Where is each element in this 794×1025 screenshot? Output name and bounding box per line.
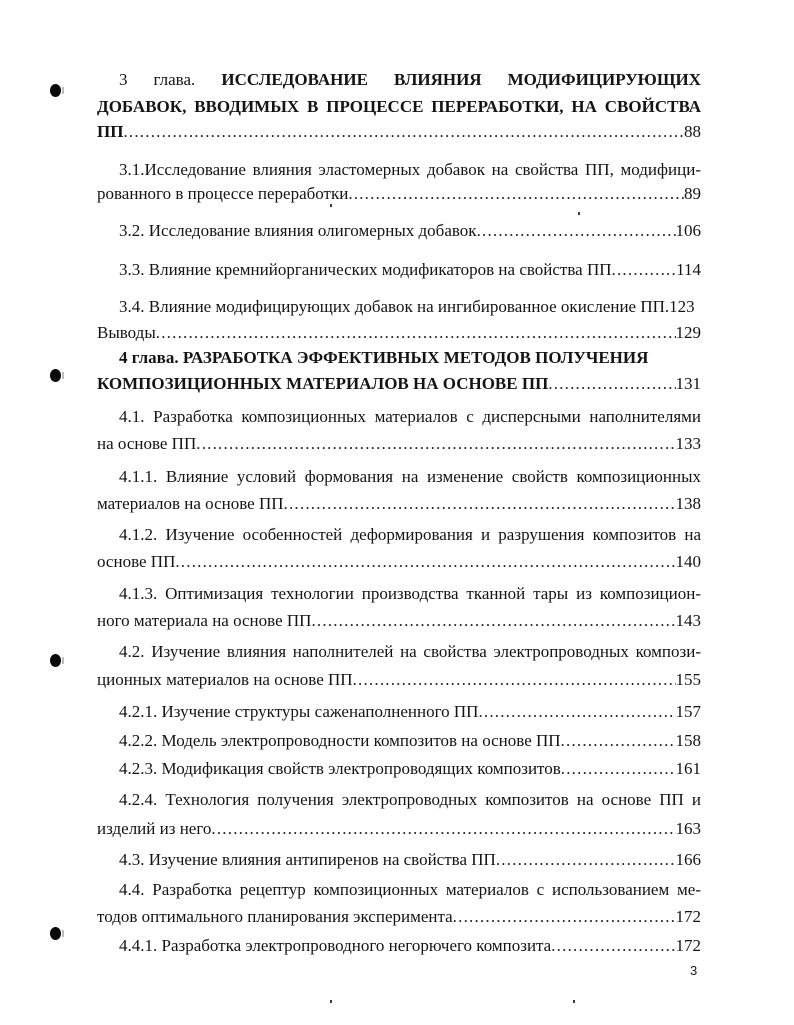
page-ref: 114 — [676, 260, 701, 279]
dot-leader — [548, 373, 675, 395]
entry-text: 4.1.1. Влияние условий формования на изменение свойств композиционных — [119, 467, 701, 486]
chapter-label: 4 глава. — [119, 348, 179, 367]
dot-leader — [311, 610, 675, 632]
entry-text: тодов оптимального планирования эксперимента — [97, 907, 453, 926]
page-ref: 172 — [675, 907, 701, 926]
toc-entry-4-1-3-line-1 — [97, 583, 701, 605]
entry-text: на основе ПП — [97, 434, 197, 453]
toc-entry-4-2-line-1 — [97, 641, 701, 663]
dot-leader — [348, 183, 684, 205]
dot-leader — [496, 849, 676, 871]
scan-speck — [578, 212, 580, 215]
entry-text: ционных материалов на основе ПП — [97, 670, 353, 689]
toc-entry-4-1-3[interactable] — [97, 610, 701, 632]
entry-text: ПП — [97, 122, 124, 141]
page-ref: 158 — [675, 731, 701, 750]
entry-text: 4.2.4. Технология получения электропроводных композитов на основе ПП и — [119, 790, 701, 809]
entry-text: 4.1.3. Оптимизация технологии производства тканной тары из композицион- — [119, 584, 701, 603]
entry-text: основе ПП — [97, 552, 176, 571]
toc-entry-3-1-line-1 — [97, 159, 701, 181]
toc-entry-3-2[interactable] — [97, 220, 701, 242]
toc-entry-4-4-1[interactable] — [97, 935, 701, 957]
page-number: 3 — [690, 963, 698, 978]
page-ref: 157 — [675, 702, 701, 721]
page-ref: 131 — [675, 374, 701, 393]
toc-chapter-3-title-line-2 — [97, 96, 701, 118]
entry-text: 4.1.2. Изучение особенностей деформирования и разрушения композитов на — [119, 525, 701, 544]
page-ref: 123 — [669, 297, 695, 316]
entry-text: 4.2. Изучение влияния наполнителей на свойства электропроводных компози- — [119, 642, 701, 661]
toc-entry-4-2[interactable] — [97, 669, 701, 691]
toc-entry-4-1-1-line-1 — [97, 466, 701, 488]
binding-hole-mark — [50, 927, 61, 940]
chapter-title: РАЗРАБОТКА ЭФФЕКТИВНЫХ МЕТОДОВ ПОЛУЧЕНИЯ — [182, 348, 649, 367]
page-ref: 89 — [684, 184, 701, 203]
entry-text: 3.1.Исследование влияния эластомерных добавок на свойства ПП, модифици- — [119, 160, 701, 179]
dot-leader — [561, 730, 676, 752]
dot-leader — [478, 701, 675, 723]
scan-speck — [330, 1000, 332, 1003]
page-ref: 143 — [675, 611, 701, 630]
dot-leader — [175, 551, 675, 573]
entry-text: 4.3. Изучение влияния антипиренов на свойства ПП — [119, 850, 496, 869]
page-ref: 172 — [675, 936, 701, 955]
dot-leader — [561, 758, 676, 780]
page-ref: 88 — [684, 122, 701, 141]
dot-leader — [211, 818, 675, 840]
entry-text: Выводы — [97, 323, 156, 342]
binding-hole-mark — [50, 654, 61, 667]
dot-leader — [551, 935, 675, 957]
entry-text: ного материала на основе ПП — [97, 611, 312, 630]
toc-entry-4-2-4[interactable] — [97, 818, 701, 840]
scan-speck — [573, 1000, 575, 1003]
chapter-title: ИССЛЕДОВАНИЕ ВЛИЯНИЯ МОДИФИЦИРУЮЩИХ — [221, 70, 701, 89]
page-ref: 138 — [675, 494, 701, 513]
chapter-title-cont: ДОБАВОК, ВВОДИМЫХ В ПРОЦЕССЕ ПЕРЕРАБОТКИ, НА СВОЙСТВА — [97, 97, 701, 116]
toc-chapter-4-title-line-1 — [97, 347, 701, 369]
entry-text: 4.4. Разработка рецептур композиционных материалов с использованием ме- — [119, 880, 701, 899]
toc-entry-4-3[interactable] — [97, 849, 701, 871]
entry-text: 4.2.2. Модель электропроводности композитов на основе ПП — [119, 731, 561, 750]
dot-leader — [477, 220, 676, 242]
page-ref: 133 — [675, 434, 701, 453]
chapter-label: 3 глава. — [119, 70, 196, 89]
toc-entry-conclusions[interactable] — [97, 322, 701, 344]
toc-entry-3-4[interactable] — [97, 296, 701, 318]
page-ref: 166 — [675, 850, 701, 869]
toc-entry-3-1[interactable] — [97, 183, 701, 205]
dot-leader — [353, 669, 676, 691]
toc-entry-chapter-3[interactable] — [97, 121, 701, 143]
dot-leader — [156, 322, 676, 344]
dot-leader — [284, 493, 676, 515]
entry-text: 3.4. Влияние модифицирующих добавок на ингибированное окисление ПП. — [119, 297, 670, 316]
page-ref: 155 — [675, 670, 701, 689]
toc-entry-4-4[interactable] — [97, 906, 701, 928]
toc-entry-4-1[interactable] — [97, 433, 701, 455]
binding-hole-mark — [50, 84, 61, 97]
entry-text: КОМПОЗИЦИОННЫХ МАТЕРИАЛОВ НА ОСНОВЕ ПП — [97, 374, 549, 393]
toc-entry-4-1-2[interactable] — [97, 551, 701, 573]
entry-text: 3.2. Исследование влияния олигомерных добавок — [119, 221, 477, 240]
dot-leader — [612, 259, 677, 281]
toc-entry-4-1-1[interactable] — [97, 493, 701, 515]
dot-leader — [123, 121, 684, 143]
entry-text: материалов на основе ПП — [97, 494, 284, 513]
page-ref: 106 — [675, 221, 701, 240]
entry-text: 3.3. Влияние кремнийорганических модификаторов на свойства ПП — [119, 260, 612, 279]
toc-entry-3-3[interactable] — [97, 259, 701, 281]
toc-entry-4-1-line-1 — [97, 406, 701, 428]
page-ref: 129 — [675, 323, 701, 342]
page-ref: 161 — [675, 759, 701, 778]
toc-entry-4-1-2-line-1 — [97, 524, 701, 546]
entry-text: рованного в процессе переработки — [97, 184, 349, 203]
toc-entry-4-2-3[interactable] — [97, 758, 701, 780]
binding-hole-mark — [50, 369, 61, 382]
entry-text: 4.1. Разработка композиционных материалов с дисперсными наполнителями — [119, 407, 701, 426]
dot-leader — [196, 433, 675, 455]
toc-entry-4-2-2[interactable] — [97, 730, 701, 752]
toc-entry-4-2-1[interactable] — [97, 701, 701, 723]
toc-entry-chapter-4[interactable] — [97, 373, 701, 395]
page-ref: 163 — [675, 819, 701, 838]
page-ref: 140 — [675, 552, 701, 571]
entry-text: 4.2.1. Изучение структуры саженаполненного ПП — [119, 702, 479, 721]
dot-leader — [453, 906, 676, 928]
entry-text: 4.4.1. Разработка электропроводного негорючего композита — [119, 936, 552, 955]
entry-text: 4.2.3. Модификация свойств электропроводящих композитов — [119, 759, 561, 778]
toc-entry-4-4-line-1 — [97, 879, 701, 901]
toc-entry-4-2-4-line-1 — [97, 789, 701, 811]
toc-chapter-3-title-line-1 — [97, 69, 701, 91]
entry-text: изделий из него — [97, 819, 212, 838]
